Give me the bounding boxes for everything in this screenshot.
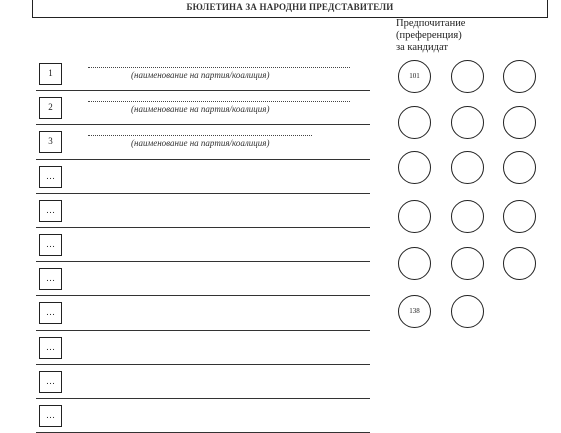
party-number-box[interactable]: 3 bbox=[39, 131, 62, 153]
party-row bbox=[36, 125, 370, 159]
party-number-box[interactable]: … bbox=[39, 302, 62, 324]
preference-label bbox=[396, 18, 506, 54]
preference-circle[interactable]: 138 bbox=[398, 295, 431, 328]
preference-circle[interactable] bbox=[451, 247, 484, 280]
preference-circle[interactable]: 101 bbox=[398, 60, 431, 93]
party-row bbox=[36, 57, 370, 91]
party-row bbox=[36, 228, 370, 262]
preference-circle[interactable] bbox=[451, 60, 484, 93]
party-name-placeholder: (наименование на партия/коалиция) bbox=[131, 104, 270, 115]
party-number-box[interactable]: … bbox=[39, 268, 62, 290]
party-row bbox=[36, 91, 370, 125]
preference-circle[interactable] bbox=[503, 106, 536, 139]
preference-circle[interactable] bbox=[398, 106, 431, 139]
party-number-box[interactable]: … bbox=[39, 234, 62, 256]
party-name-placeholder: (наименование на партия/коалиция) bbox=[131, 138, 270, 149]
preference-circle[interactable] bbox=[451, 106, 484, 139]
preference-circle[interactable] bbox=[503, 151, 536, 184]
preference-label-line: (преференция) bbox=[396, 30, 462, 41]
party-number-box[interactable]: 1 bbox=[39, 63, 62, 85]
party-row bbox=[36, 262, 370, 296]
preference-circle[interactable] bbox=[503, 60, 536, 93]
party-number-box[interactable]: … bbox=[39, 371, 62, 393]
ballot-title: БЮЛЕТИНА ЗА НАРОДНИ ПРЕДСТАВИТЕЛИ bbox=[186, 2, 394, 12]
party-row bbox=[36, 296, 370, 330]
ballot-header-box bbox=[32, 0, 548, 18]
party-number-box[interactable]: … bbox=[39, 405, 62, 427]
party-name-dotted-line bbox=[88, 63, 350, 68]
preference-circle[interactable] bbox=[503, 247, 536, 280]
preference-circle[interactable] bbox=[451, 295, 484, 328]
preference-circle[interactable] bbox=[451, 151, 484, 184]
party-name-placeholder: (наименование на партия/коалиция) bbox=[131, 70, 270, 80]
party-list bbox=[36, 57, 370, 433]
party-row bbox=[36, 331, 370, 365]
preference-circle[interactable] bbox=[398, 247, 431, 280]
party-row bbox=[36, 160, 370, 194]
party-number-box[interactable]: … bbox=[39, 166, 62, 188]
preference-circle[interactable] bbox=[451, 200, 484, 233]
party-name-dotted-line bbox=[88, 97, 350, 102]
party-row bbox=[36, 365, 370, 399]
preference-circle[interactable] bbox=[503, 200, 536, 233]
party-row bbox=[36, 399, 370, 433]
preference-circle[interactable] bbox=[398, 200, 431, 233]
party-number-box[interactable]: … bbox=[39, 200, 62, 222]
party-number-box[interactable]: … bbox=[39, 337, 62, 359]
preference-label-line: за кандидат bbox=[396, 42, 448, 53]
preference-label-line: Предпочитание bbox=[396, 18, 466, 29]
preference-circle[interactable] bbox=[398, 151, 431, 184]
party-number-box[interactable]: 2 bbox=[39, 97, 62, 119]
party-row bbox=[36, 194, 370, 228]
party-name-dotted-line bbox=[88, 131, 312, 136]
